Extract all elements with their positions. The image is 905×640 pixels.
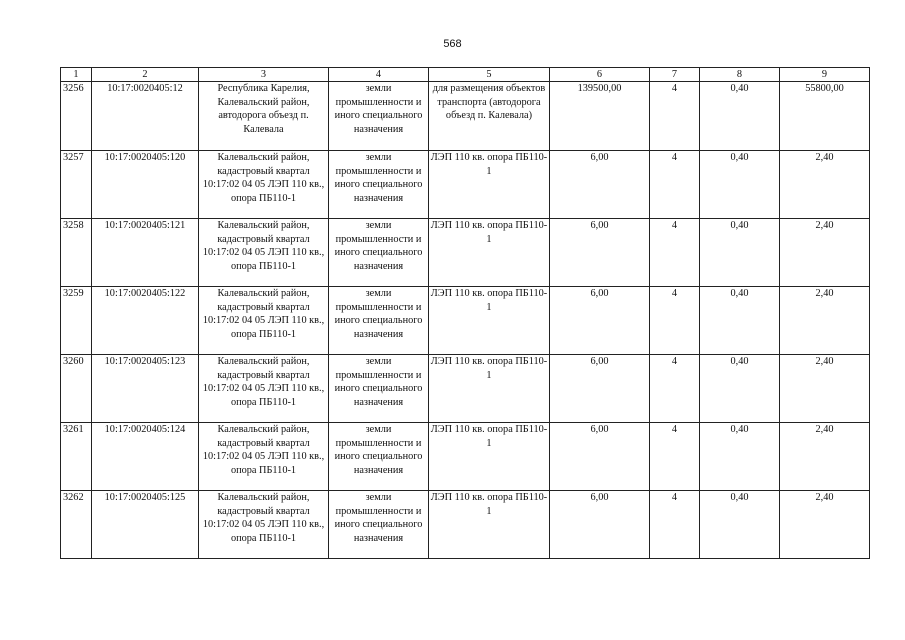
rate-cell: 4 — [650, 82, 700, 151]
amount-cell: 2,40 — [780, 219, 870, 287]
table-row — [61, 423, 870, 491]
table-row — [61, 151, 870, 219]
column-header: 2 — [92, 68, 199, 82]
coefficient-cell: 0,40 — [700, 423, 780, 491]
cadastral-number-cell: 10:17:0020405:125 — [92, 491, 199, 559]
cadastral-number-cell: 10:17:0020405:121 — [92, 219, 199, 287]
rate-cell: 4 — [650, 287, 700, 355]
land-category-cell: земли промышленности и иного специального назначения — [329, 491, 429, 559]
page-number: 568 — [443, 38, 462, 50]
permitted-use-cell: ЛЭП 110 кв. опора ПБ110-1 — [429, 151, 550, 219]
location-cell: Калевальский район, кадастровый квартал 10:17:02 04 05 ЛЭП 110 кв., опора ПБ110-1 — [199, 219, 329, 287]
cadastral-number-cell: 10:17:0020405:122 — [92, 287, 199, 355]
land-category-cell: земли промышленности и иного специального назначения — [329, 355, 429, 423]
area-cell: 6,00 — [550, 423, 650, 491]
table-row — [61, 82, 870, 151]
rate-cell: 4 — [650, 151, 700, 219]
permitted-use-cell: ЛЭП 110 кв. опора ПБ110-1 — [429, 287, 550, 355]
amount-cell: 2,40 — [780, 151, 870, 219]
cadastral-number-cell: 10:17:0020405:124 — [92, 423, 199, 491]
coefficient-cell: 0,40 — [700, 287, 780, 355]
permitted-use-cell: ЛЭП 110 кв. опора ПБ110-1 — [429, 219, 550, 287]
row-number-cell: 3262 — [61, 491, 92, 559]
location-cell: Калевальский район, кадастровый квартал 10:17:02 04 05 ЛЭП 110 кв., опора ПБ110-1 — [199, 287, 329, 355]
location-cell: Республика Карелия, Калевальский район, автодорога объезд п. Калевала — [199, 82, 329, 151]
column-header: 9 — [780, 68, 870, 82]
row-number-cell: 3256 — [61, 82, 92, 151]
coefficient-cell: 0,40 — [700, 355, 780, 423]
area-cell: 139500,00 — [550, 82, 650, 151]
table-row — [61, 491, 870, 559]
land-category-cell: земли промышленности и иного специального назначения — [329, 82, 429, 151]
column-header: 5 — [429, 68, 550, 82]
coefficient-cell: 0,40 — [700, 491, 780, 559]
column-header: 7 — [650, 68, 700, 82]
land-register-table — [60, 67, 870, 559]
row-number-cell: 3261 — [61, 423, 92, 491]
amount-cell: 2,40 — [780, 287, 870, 355]
cadastral-number-cell: 10:17:0020405:123 — [92, 355, 199, 423]
area-cell: 6,00 — [550, 491, 650, 559]
cadastral-number-cell: 10:17:0020405:12 — [92, 82, 199, 151]
column-header: 8 — [700, 68, 780, 82]
area-cell: 6,00 — [550, 219, 650, 287]
amount-cell: 2,40 — [780, 423, 870, 491]
permitted-use-cell: ЛЭП 110 кв. опора ПБ110-1 — [429, 423, 550, 491]
amount-cell: 2,40 — [780, 355, 870, 423]
amount-cell: 2,40 — [780, 491, 870, 559]
permitted-use-cell: ЛЭП 110 кв. опора ПБ110-1 — [429, 491, 550, 559]
location-cell: Калевальский район, кадастровый квартал 10:17:02 04 05 ЛЭП 110 кв., опора ПБ110-1 — [199, 151, 329, 219]
column-header: 4 — [329, 68, 429, 82]
table-row — [61, 219, 870, 287]
rate-cell: 4 — [650, 423, 700, 491]
row-number-cell: 3258 — [61, 219, 92, 287]
column-header: 6 — [550, 68, 650, 82]
row-number-cell: 3260 — [61, 355, 92, 423]
rate-cell: 4 — [650, 219, 700, 287]
column-header: 1 — [61, 68, 92, 82]
rate-cell: 4 — [650, 491, 700, 559]
coefficient-cell: 0,40 — [700, 219, 780, 287]
row-number-cell: 3257 — [61, 151, 92, 219]
land-category-cell: земли промышленности и иного специального назначения — [329, 287, 429, 355]
land-category-cell: земли промышленности и иного специального назначения — [329, 151, 429, 219]
area-cell: 6,00 — [550, 287, 650, 355]
permitted-use-cell: для размещения объектов транспорта (автодорога объезд п. Калевала) — [429, 82, 550, 151]
cadastral-number-cell: 10:17:0020405:120 — [92, 151, 199, 219]
coefficient-cell: 0,40 — [700, 82, 780, 151]
land-category-cell: земли промышленности и иного специального назначения — [329, 219, 429, 287]
area-cell: 6,00 — [550, 355, 650, 423]
land-category-cell: земли промышленности и иного специального назначения — [329, 423, 429, 491]
location-cell: Калевальский район, кадастровый квартал 10:17:02 04 05 ЛЭП 110 кв., опора ПБ110-1 — [199, 355, 329, 423]
rate-cell: 4 — [650, 355, 700, 423]
row-number-cell: 3259 — [61, 287, 92, 355]
permitted-use-cell: ЛЭП 110 кв. опора ПБ110-1 — [429, 355, 550, 423]
column-number-row — [61, 68, 870, 82]
table-row — [61, 355, 870, 423]
column-header: 3 — [199, 68, 329, 82]
location-cell: Калевальский район, кадастровый квартал 10:17:02 04 05 ЛЭП 110 кв., опора ПБ110-1 — [199, 423, 329, 491]
location-cell: Калевальский район, кадастровый квартал 10:17:02 04 05 ЛЭП 110 кв., опора ПБ110-1 — [199, 491, 329, 559]
area-cell: 6,00 — [550, 151, 650, 219]
amount-cell: 55800,00 — [780, 82, 870, 151]
table-row — [61, 287, 870, 355]
coefficient-cell: 0,40 — [700, 151, 780, 219]
